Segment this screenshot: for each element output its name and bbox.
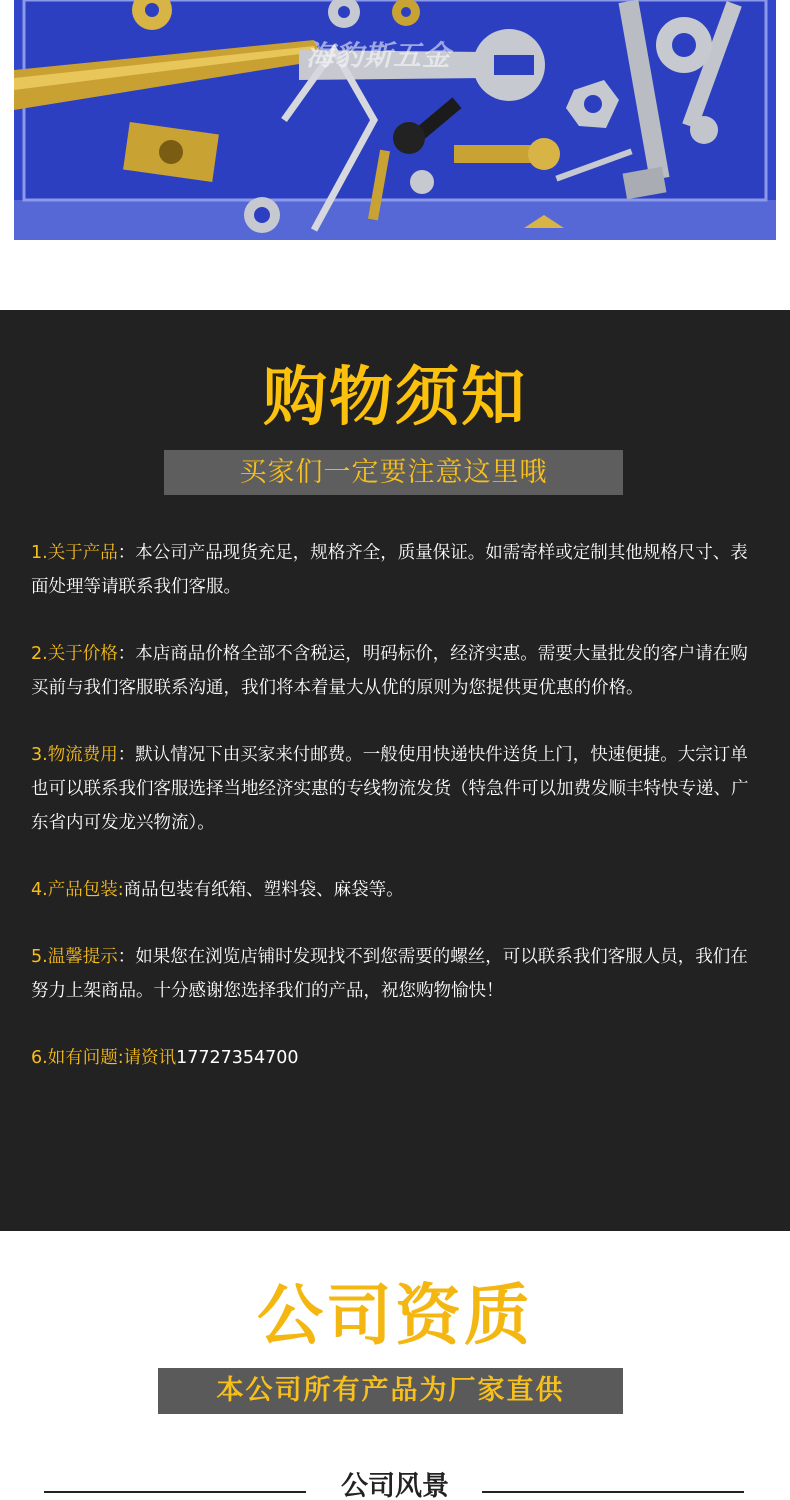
- notice-item-text: ：默认情况下由买家来付邮费。一般使用快递快件送货上门，快速便捷。大宗订单也可以联系我们客服选择当地经济实惠的专线物流发货（特急件可以加费发顺丰特快专递、广东省内可发龙兴物流）。: [31, 745, 749, 833]
- notice-item-price: [31, 637, 761, 705]
- notice-list: [31, 536, 761, 1108]
- company-scenery-header: [0, 1462, 790, 1500]
- contact-phone[interactable]: 17727354700: [176, 1048, 299, 1068]
- section-subtitle-bar: 买家们一定要注意这里哦: [164, 450, 623, 495]
- shopping-notice-section: [0, 310, 790, 1231]
- notice-item-text: ：如果您在浏览店铺时发现找不到您需要的螺丝，可以联系我们客服人员，我们在努力上架商品。十分感谢您选择我们的产品，祝您购物愉快！: [31, 947, 748, 1001]
- notice-item-key: 5.温馨提示: [31, 947, 118, 967]
- notice-item-key: 1.关于产品: [31, 543, 118, 563]
- notice-item-packaging: [31, 873, 761, 907]
- notice-item-contact: [31, 1041, 761, 1075]
- notice-item-key: 3.物流费用: [31, 745, 118, 765]
- company-title: 公司资质: [257, 1277, 533, 1354]
- scenery-label: 公司风景: [341, 1471, 449, 1500]
- notice-item-key: 2.关于价格: [31, 644, 118, 664]
- notice-item-key: 4.产品包装:: [31, 880, 124, 900]
- section-title: 购物须知: [263, 361, 527, 435]
- notice-item-key: 6.如有问题:请资讯: [31, 1048, 177, 1068]
- notice-item-product: [31, 536, 761, 604]
- notice-item-tips: [31, 940, 761, 1008]
- notice-item-shipping: [31, 738, 761, 840]
- brand-watermark: 海豹斯五金: [306, 39, 452, 72]
- notice-item-text: 商品包装有纸箱、塑料袋、麻袋等。: [123, 880, 404, 900]
- hero-product-photo: [14, 0, 776, 240]
- notice-item-text: ：本店商品价格全部不含税运，明码标价，经济实惠。需要大量批发的客户请在购买前与我们客服联系沟通，我们将本着量大从优的原则为您提供更优惠的价格。: [31, 644, 748, 698]
- notice-item-text: ：本公司产品现货充足，规格齐全，质量保证。如需寄样或定制其他规格尺寸、表面处理等请联系我们客服。: [31, 543, 748, 597]
- divider-line-right: [482, 1491, 744, 1493]
- company-subtitle-bar: 本公司所有产品为厂家直供: [158, 1368, 623, 1414]
